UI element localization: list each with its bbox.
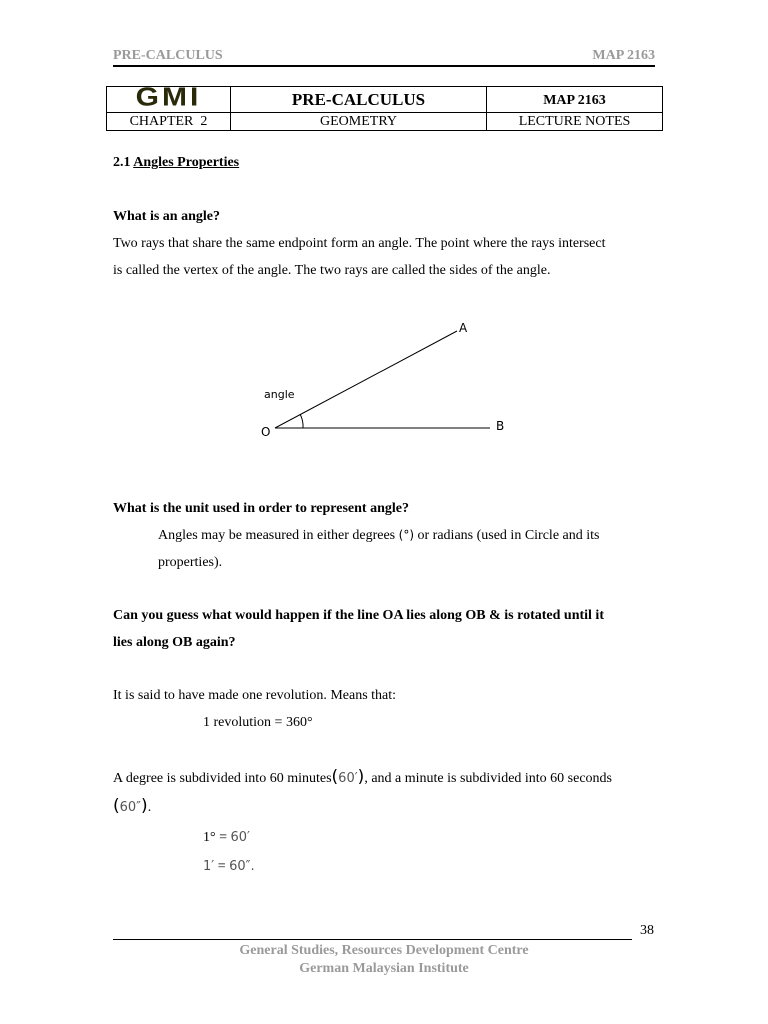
label-b: B (496, 419, 505, 433)
minutes-notation: 60′ (338, 771, 358, 786)
close-paren-2: ) (141, 796, 148, 816)
course-title-cell (231, 87, 487, 113)
close-paren: ) (357, 767, 365, 787)
units-line-1 (158, 526, 599, 545)
open-paren: ( (331, 767, 339, 787)
doc-type-label: LECTURE NOTES (518, 114, 631, 129)
question-unit-of-angle: What is the unit used in order to represent angle? (113, 501, 409, 516)
course-code-cell (487, 87, 663, 113)
ray-oa (275, 331, 457, 428)
question-what-is-angle: What is an angle? (113, 209, 220, 224)
footer-line-2: German Malaysian Institute (299, 961, 469, 976)
eq2-equals: = (217, 859, 226, 874)
subdivision-line-2 (113, 797, 151, 817)
equation-minute-to-seconds (203, 858, 255, 876)
section-number: 2.1 (113, 155, 131, 170)
course-code: MAP 2163 (543, 92, 606, 108)
header-rule (113, 65, 655, 67)
logo-cell (107, 83, 231, 113)
section-title: Angles Properties (133, 155, 240, 170)
subdivision-line-2-end: . (147, 800, 152, 815)
course-header-table (106, 83, 663, 131)
footer-rule (113, 939, 632, 940)
angle-definition-line-2: is called the vertex of the angle. The two rays are called the sides of the angle. (113, 263, 551, 278)
revolution-intro: It is said to have made one revolution. Means that: (113, 688, 397, 703)
label-angle: angle (264, 388, 295, 401)
question-rotation-line-1: Can you guess what would happen if the line OA lies along OB & is rotated until it (113, 608, 604, 623)
angle-arc (300, 414, 303, 428)
subdivision-line-1-end: , and a minute is subdivided into 60 seconds (364, 771, 613, 786)
page-number: 38 (640, 923, 654, 938)
subdivision-line-1-start: A degree is subdivided into 60 minutes (113, 771, 332, 786)
units-line-1-start: Angles may be measured in either degrees (158, 528, 396, 543)
units-line-1-end: or radians (used in Circle and its (417, 528, 600, 543)
eq2-lhs: 1′ (203, 859, 215, 874)
course-title: PRE-CALCULUS (291, 89, 426, 109)
eq2-rhs: 60″. (229, 859, 255, 874)
gmi-logo: GMI (135, 83, 202, 112)
seconds-notation: 60″ (119, 800, 142, 815)
footer-line-1: General Studies, Resources Development Centre (239, 943, 529, 958)
eq1-rhs: 60′ (230, 830, 250, 845)
running-header-left: PRE-CALCULUS (113, 48, 223, 63)
chapter-label: CHAPTER 2 (129, 114, 208, 129)
angle-diagram (250, 310, 520, 445)
equation-degree-to-minutes (203, 829, 250, 847)
label-o: O (261, 425, 271, 439)
open-paren-2: ( (113, 796, 120, 816)
topic-label: GEOMETRY (320, 114, 397, 129)
doc-type-cell (487, 113, 663, 131)
topic-cell (231, 113, 487, 131)
section-heading (113, 154, 239, 172)
revolution-equation: 1 revolution = 360° (203, 715, 313, 730)
chapter-cell (107, 113, 231, 131)
units-line-2: properties). (158, 555, 223, 570)
eq1-lhs: 1° = (203, 830, 227, 845)
running-header-right: MAP 2163 (592, 48, 655, 63)
angle-definition-line-1: Two rays that share the same endpoint form an angle. The point where the rays intersect (113, 236, 606, 251)
label-a: A (459, 321, 468, 335)
question-rotation-line-2: lies along OB again? (113, 635, 236, 650)
degree-symbol: (°) (398, 528, 415, 542)
subdivision-line-1 (113, 768, 612, 788)
